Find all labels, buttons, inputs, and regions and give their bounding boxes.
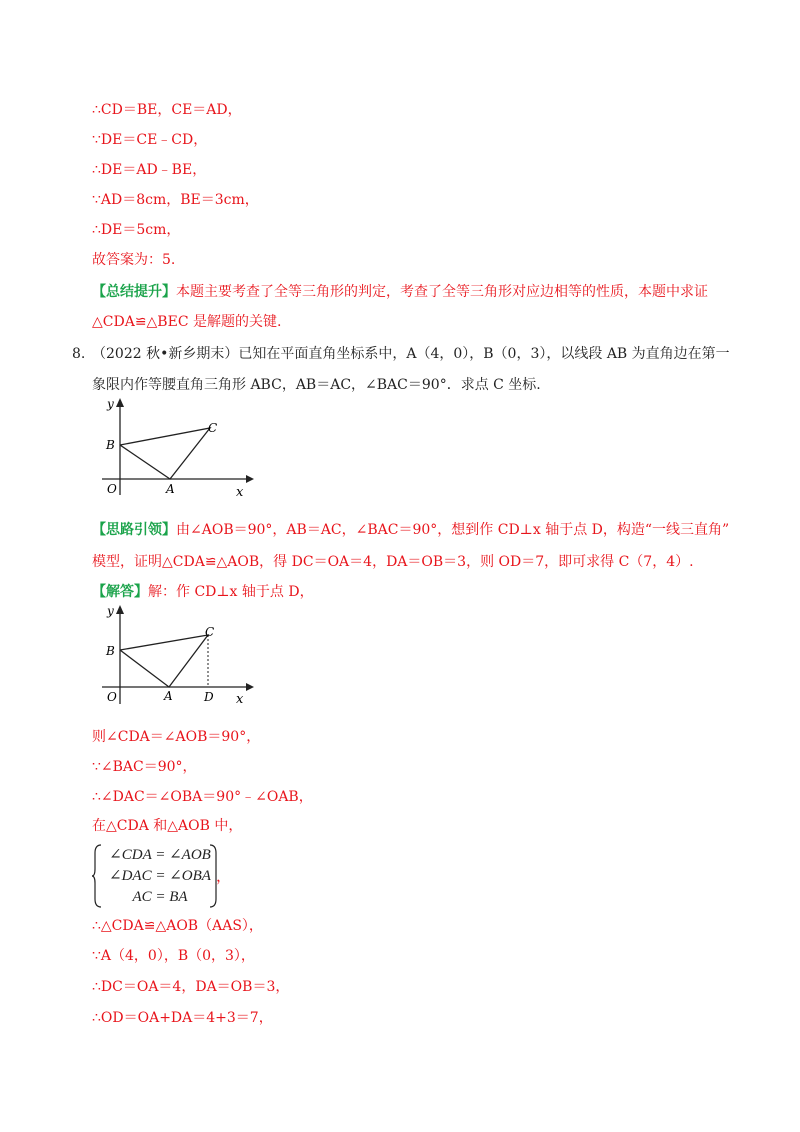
x-label: x bbox=[236, 692, 244, 707]
system-row: ∠DAC = ∠OBA bbox=[109, 868, 211, 884]
hint-tag: 【思路引领】 bbox=[92, 522, 176, 538]
coordinate-diagram-1 bbox=[90, 395, 260, 505]
derivation-line: 则∠CDA＝∠AOB＝90°， bbox=[92, 729, 261, 745]
triangle-abc bbox=[120, 635, 208, 687]
point-d-label: D bbox=[204, 690, 214, 704]
system-row: ∠CDA = ∠AOB bbox=[109, 847, 211, 863]
point-a-label: A bbox=[164, 689, 173, 703]
derivation-line: ∴DE＝5cm， bbox=[92, 222, 181, 238]
triangle-abc bbox=[120, 428, 210, 479]
solution-tag: 【解答】 bbox=[92, 584, 148, 600]
figure-2 bbox=[90, 602, 260, 716]
answer-line: 故答案为：5. bbox=[92, 252, 176, 268]
problem-number: 8. bbox=[72, 346, 86, 362]
y-axis-arrow bbox=[116, 398, 124, 407]
point-c-label: C bbox=[208, 421, 218, 435]
origin-label: O bbox=[107, 690, 117, 704]
y-label: y bbox=[107, 604, 114, 618]
derivation-line: 在△CDA 和△AOB 中， bbox=[92, 818, 243, 834]
summary-line-2: △CDA≌△BEC 是解题的关键. bbox=[92, 314, 282, 330]
system-row: AC = BA bbox=[132, 889, 188, 905]
x-label: x bbox=[236, 485, 244, 500]
hint-line-2: 模型，证明△CDA≌△AOB，得 DC＝OA＝4，DA＝OB＝3，则 OD＝7，即可求得 C（7，4）. bbox=[92, 554, 694, 570]
system-comma: ， bbox=[216, 869, 232, 885]
left-brace bbox=[92, 845, 101, 907]
summary-text: 本题主要考查了全等三角形的判定，考查了全等三角形对应边相等的性质，本题中求证 bbox=[176, 284, 708, 300]
point-b-label: B bbox=[106, 644, 115, 658]
derivation-line: ∴∠DAC＝∠OBA＝90°﹣∠OAB， bbox=[92, 789, 313, 805]
x-axis-arrow bbox=[246, 475, 254, 483]
derivation-line: ∴△CDA≌△AOB（AAS）， bbox=[92, 918, 263, 934]
point-a-label: A bbox=[166, 482, 175, 496]
derivation-line: ∵A（4，0），B（0，3）， bbox=[92, 948, 255, 964]
derivation-line: ∵DE＝CE﹣CD， bbox=[92, 132, 208, 148]
y-axis-arrow bbox=[116, 605, 124, 614]
origin-label: O bbox=[107, 482, 117, 496]
x-axis-arrow bbox=[246, 683, 254, 691]
point-b-label: B bbox=[106, 438, 115, 452]
y-label: y bbox=[107, 397, 114, 411]
derivation-line: ∴CD＝BE，CE＝AD， bbox=[92, 102, 242, 118]
point-c-label: C bbox=[205, 625, 215, 639]
derivation-line: ∵AD＝8cm，BE＝3cm， bbox=[92, 192, 259, 208]
problem-line-1: （2022 秋•新乡期末）已知在平面直角坐标系中，A（4，0），B（0，3），以线段 AB 为直角边在第一 bbox=[92, 346, 730, 362]
derivation-line: ∵∠BAC＝90°， bbox=[92, 759, 197, 775]
problem-line-2: 象限内作等腰直角三角形 ABC，AB＝AC，∠BAC＝90°．求点 C 坐标. bbox=[92, 377, 541, 393]
derivation-line: ∴DE＝AD﹣BE， bbox=[92, 162, 207, 178]
derivation-line: ∴OD＝OA+DA＝4+3＝7， bbox=[92, 1010, 273, 1026]
figure-1 bbox=[90, 395, 260, 509]
summary-tag: 【总结提升】 bbox=[92, 284, 176, 300]
summary-line bbox=[92, 282, 708, 302]
solution-line bbox=[92, 582, 314, 602]
solution-text: 解：作 CD⊥x 轴于点 D， bbox=[148, 584, 314, 600]
derivation-line: ∴DC＝OA＝4，DA＝OB＝3， bbox=[92, 979, 290, 995]
hint-text: 由∠AOB＝90°，AB＝AC，∠BAC＝90°，想到作 CD⊥x 轴于点 D，构造“一线三直角” bbox=[176, 522, 730, 538]
coordinate-diagram-2 bbox=[90, 602, 260, 712]
hint-line bbox=[92, 520, 729, 540]
equation-system bbox=[92, 843, 232, 909]
